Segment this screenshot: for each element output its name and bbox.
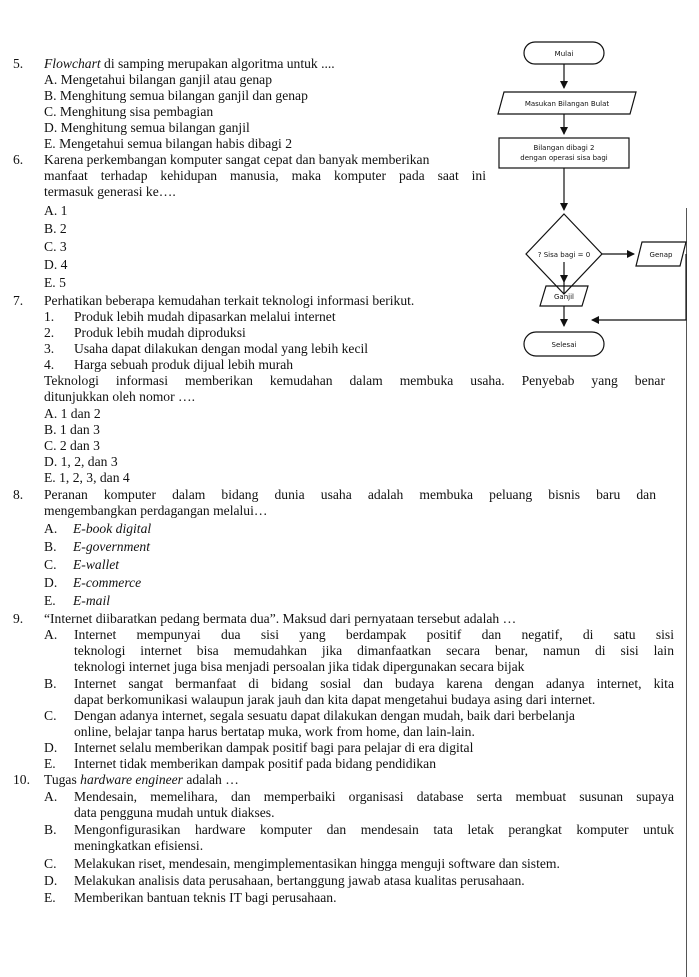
q7-item-2: Produk lebih mudah diproduksi: [74, 325, 246, 340]
q6-stem-line-3: termasuk generasi ke….: [44, 184, 176, 199]
q9-option-e-letter: E.: [44, 756, 56, 771]
q5-option-c[interactable]: C. Menghitung sisa pembagian: [44, 104, 214, 119]
q5-option-b[interactable]: B. Menghitung semua bilangan ganjil dan genap: [44, 88, 308, 103]
q8-stem-line-2: mengembangkan perdagangan melalui…: [44, 503, 268, 518]
q7-item-3: Usaha dapat dilakukan dengan modal yang lebih kecil: [74, 341, 369, 356]
q7-item-4-number: 4.: [44, 357, 55, 372]
q5-option-d[interactable]: D. Menghitung semua bilangan ganjil: [44, 120, 250, 135]
flowchart-end-label: Selesai: [551, 341, 577, 349]
q8-number: 8.: [13, 487, 24, 502]
q7-item-2-number: 2.: [44, 325, 55, 340]
q9-option-e[interactable]: Internet tidak memberikan dampak positif pada bidang pendidikan: [74, 756, 437, 771]
q8-option-c-letter: C.: [44, 557, 57, 572]
q8-stem-line-1: Peranan komputer dalam bidang dunia usaha adalah membuka peluang bisnis baru dan: [44, 487, 656, 502]
q10-number: 10.: [13, 772, 30, 787]
q6-number: 6.: [13, 152, 24, 167]
q10-option-d-letter: D.: [44, 873, 58, 888]
q5-stem-rest: di samping merupakan algoritma untuk ....: [100, 56, 335, 71]
q7-tail-line-1: Teknologi informasi memberikan kemudahan dalam membuka usaha. Penyebab yang benar: [44, 373, 665, 388]
q9-option-d[interactable]: Internet selalu memberikan dampak positif bagi para pelajar di era digital: [74, 740, 474, 755]
q8-option-b[interactable]: E-government: [73, 539, 151, 554]
q8-option-d-letter: D.: [44, 575, 58, 590]
flowchart-process-label-1: Bilangan dibagi 2: [533, 144, 595, 152]
flowchart-process-shape: [499, 138, 629, 168]
q9-stem: “Internet diibaratkan pedang bermata dua”. Maksud dari pernyataan tersebut adalah …: [44, 611, 517, 626]
q5-stem-italic: Flowchart: [44, 56, 101, 71]
flowchart-even-label: Genap: [649, 251, 673, 259]
q8-option-e-letter: E.: [44, 593, 56, 608]
q6-stem-line-2: manfaat terhadap kehidupan manusia, maka komputer pada saat ini: [44, 168, 486, 183]
q8-option-c[interactable]: E-wallet: [73, 557, 120, 572]
q7-item-1-number: 1.: [44, 309, 55, 324]
q6-option-a[interactable]: A. 1: [44, 203, 68, 218]
q9-option-d-letter: D.: [44, 740, 58, 755]
q5-number: 5.: [13, 56, 24, 71]
q6-option-b[interactable]: B. 2: [44, 221, 67, 236]
q6-option-c[interactable]: C. 3: [44, 239, 67, 254]
q10-stem: [44, 772, 239, 787]
q9-option-a-line-1[interactable]: Internet mempunyai dua sisi yang berdampak positif dan negatif, di satu sisi: [74, 627, 674, 642]
flowchart-connector: [594, 254, 686, 320]
q7-option-d[interactable]: D. 1, 2, dan 3: [44, 454, 118, 469]
q8-option-e[interactable]: E-mail: [73, 593, 110, 608]
q7-option-c[interactable]: C. 2 dan 3: [44, 438, 100, 453]
q9-option-c-letter: C.: [44, 708, 57, 723]
q8-option-d[interactable]: E-commerce: [73, 575, 142, 590]
q10-option-a-line-1[interactable]: Mendesain, memelihara, dan memperbaiki organisasi database serta membuat susunan supaya: [74, 789, 674, 804]
q10-option-b-letter: B.: [44, 822, 57, 837]
q10-option-e[interactable]: Memberikan bantuan teknis IT bagi perusahaan.: [74, 890, 337, 905]
q9-number: 9.: [13, 611, 24, 626]
q7-number: 7.: [13, 293, 24, 308]
q7-item-4: Harga sebuah produk dijual lebih murah: [74, 357, 294, 372]
q10-stem-pre: Tugas: [44, 772, 81, 787]
q8-option-a[interactable]: E-book digital: [73, 521, 152, 536]
q10-option-b-line-2[interactable]: meningkatkan efisiensi.: [74, 838, 204, 853]
q9-option-a-letter: A.: [44, 627, 58, 642]
q10-option-b-line-1[interactable]: Mengonfigurasikan hardware komputer dan mendesain tata letak perangkat komputer untuk: [74, 822, 674, 837]
q9-option-b-line-2[interactable]: dapat berkomunikasi walaupun jarak jauh dan kita dapat mengetahui budaya asing dari internet.: [74, 692, 596, 707]
q8-option-b-letter: B.: [44, 539, 57, 554]
q5-option-a[interactable]: A. Mengetahui bilangan ganjil atau genap: [44, 72, 273, 87]
q10-option-d[interactable]: Melakukan analisis data perusahaan, bertanggung jawab atasa kualitas perusahaan.: [74, 873, 525, 888]
q7-option-e[interactable]: E. 1, 2, 3, dan 4: [44, 470, 130, 485]
q9-option-a-line-3[interactable]: teknologi internet juga bisa menjadi persoalan jika tidak dipergunakan secara bijak: [74, 659, 525, 674]
q10-stem-post: adalah …: [182, 772, 239, 787]
q7-item-3-number: 3.: [44, 341, 55, 356]
q10-option-a-letter: A.: [44, 789, 58, 804]
q10-option-a-line-2[interactable]: data pengguna mudah untuk diakses.: [74, 805, 275, 820]
flowchart: [490, 30, 699, 370]
q7-tail-line-2: ditunjukkan oleh nomor ….: [44, 389, 196, 404]
q8-option-a-letter: A.: [44, 521, 58, 536]
q10-stem-italic: hardware engineer: [80, 772, 183, 787]
q9-option-c-line-1[interactable]: Dengan adanya internet, segala sesuatu dapat dilakukan dengan mudah, baik dari berbelanja: [74, 708, 575, 723]
q6-option-d[interactable]: D. 4: [44, 257, 68, 272]
q10-option-c-letter: C.: [44, 856, 57, 871]
q7-stem: Perhatikan beberapa kemudahan terkait teknologi informasi berikut.: [44, 293, 415, 308]
flowchart-input-label: Masukan Bilangan Bulat: [524, 100, 610, 108]
flowchart-decision-label: ? Sisa bagi = 0: [537, 251, 591, 259]
q9-option-b-line-1[interactable]: Internet sangat bermanfaat di bidang sosial dan budaya karena dengan adanya internet, kita: [74, 676, 674, 691]
q10-option-e-letter: E.: [44, 890, 56, 905]
q9-option-b-letter: B.: [44, 676, 57, 691]
q5-stem: [44, 56, 335, 71]
q10-option-c[interactable]: Melakukan riset, mendesain, mengimplementasikan hingga menguji software dan sistem.: [74, 856, 560, 871]
flowchart-odd-label: Ganjil: [554, 293, 574, 301]
q9-option-c-line-2[interactable]: online, belajar tanpa harus bertatap muka, work from home, dan lain-lain.: [74, 724, 475, 739]
q6-stem-line-1: Karena perkembangan komputer sangat cepat dan banyak memberikan: [44, 152, 430, 167]
q7-item-1: Produk lebih mudah dipasarkan melalui internet: [74, 309, 336, 324]
q7-option-a[interactable]: A. 1 dan 2: [44, 406, 101, 421]
q9-option-a-line-2[interactable]: teknologi internet bisa memudahkan jika dimanfaatkan secara benar, namun di sisi lain: [74, 643, 674, 658]
q7-option-b[interactable]: B. 1 dan 3: [44, 422, 100, 437]
flowchart-process-label-2: dengan operasi sisa bagi: [520, 154, 608, 162]
flowchart-start-label: Mulai: [554, 50, 574, 58]
q5-option-e[interactable]: E. Mengetahui semua bilangan habis dibagi 2: [44, 136, 293, 151]
q6-option-e[interactable]: E. 5: [44, 275, 66, 290]
